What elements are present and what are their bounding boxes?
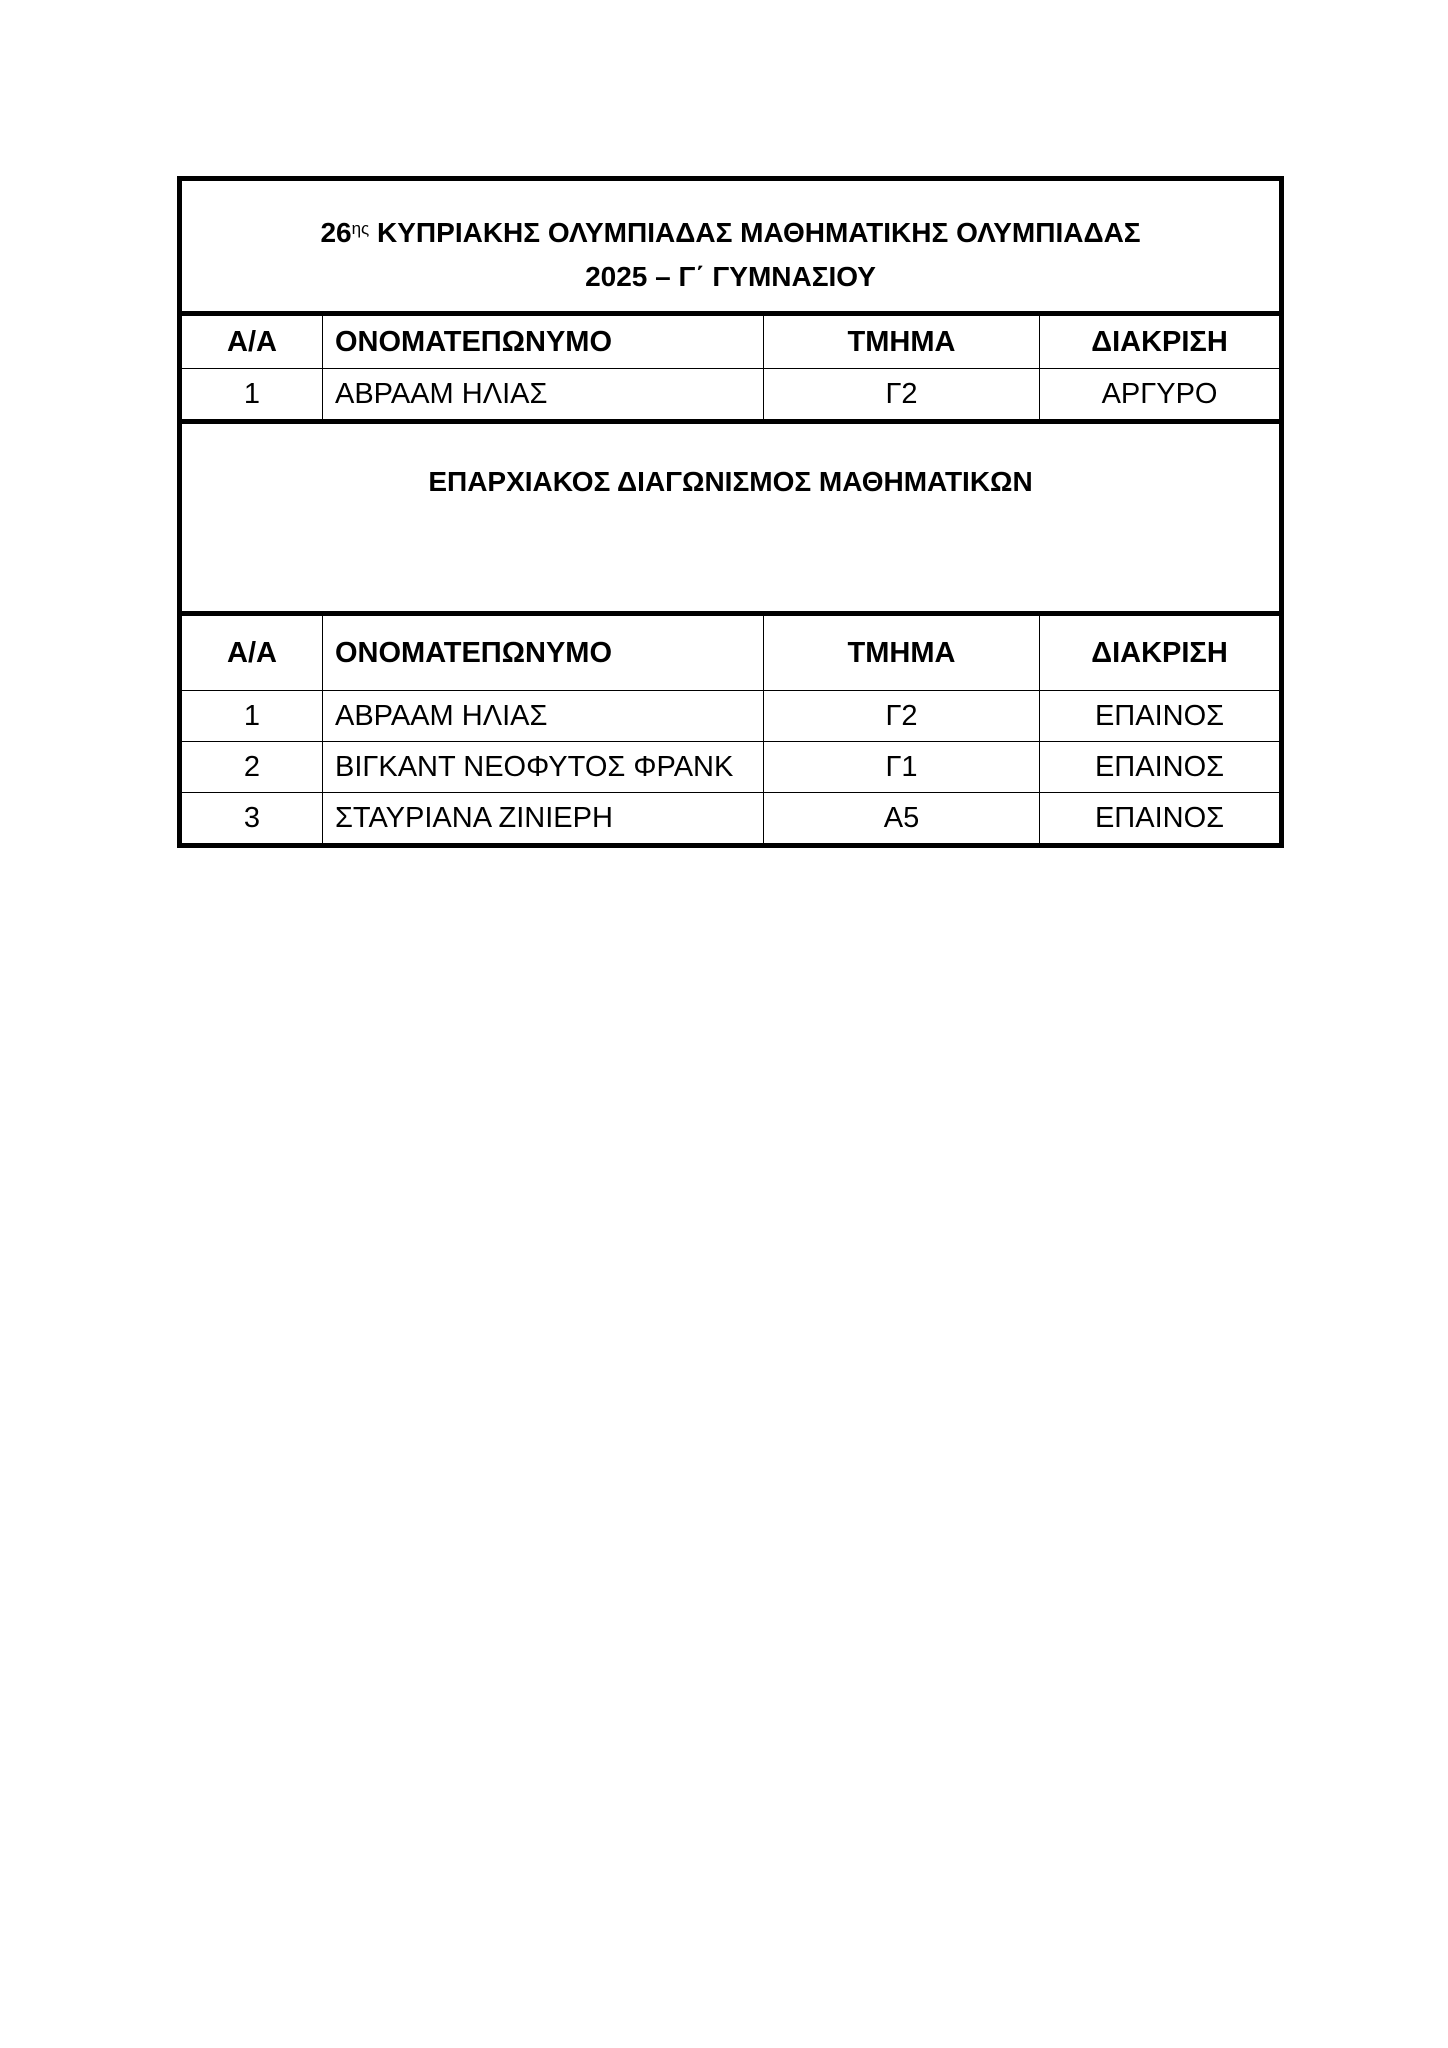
cell-award: ΑΡΓΥΡΟ xyxy=(1040,369,1282,422)
provincial-title: ΕΠΑΡΧΙΑΚΟΣ ΔΙΑΓΩΝΙΣΜΟΣ ΜΑΘΗΜΑΤΙΚΩΝ xyxy=(180,422,1282,614)
provincial-header-row xyxy=(180,614,1282,691)
table-row xyxy=(180,793,1282,846)
cell-name: ΑΒΡΑΑΜ ΗΛΙΑΣ xyxy=(323,691,764,742)
olympiad-title-suffix: ης xyxy=(351,219,370,238)
cell-aa: 1 xyxy=(180,369,323,422)
header-class: ΤΜΗΜΑ xyxy=(764,314,1040,369)
header-aa: Α/Α xyxy=(180,614,323,691)
cell-name: ΣΤΑΥΡΙΑΝΑ ΖΙΝΙΕΡΗ xyxy=(323,793,764,846)
cell-aa: 3 xyxy=(180,793,323,846)
olympiad-header-row xyxy=(180,314,1282,369)
table-row xyxy=(180,742,1282,793)
cell-award: ΕΠΑΙΝΟΣ xyxy=(1040,742,1282,793)
cell-aa: 2 xyxy=(180,742,323,793)
header-class: ΤΜΗΜΑ xyxy=(764,614,1040,691)
olympiad-title-text: ΚΥΠΡΙΑΚΗΣ ΟΛΥΜΠΙΑΔΑΣ ΜΑΘΗΜΑΤΙΚΗΣ ΟΛΥΜΠΙΑΔΑΣ xyxy=(369,217,1141,248)
results-table xyxy=(177,176,1284,848)
header-name: ΟΝΟΜΑΤΕΠΩΝΥΜΟ xyxy=(323,614,764,691)
olympiad-title-row xyxy=(180,179,1282,314)
table-row xyxy=(180,691,1282,742)
header-aa: Α/Α xyxy=(180,314,323,369)
cell-award: ΕΠΑΙΝΟΣ xyxy=(1040,691,1282,742)
cell-class: Γ2 xyxy=(764,691,1040,742)
header-name: ΟΝΟΜΑΤΕΠΩΝΥΜΟ xyxy=(323,314,764,369)
cell-class: Γ1 xyxy=(764,742,1040,793)
cell-aa: 1 xyxy=(180,691,323,742)
cell-name: ΑΒΡΑΑΜ ΗΛΙΑΣ xyxy=(323,369,764,422)
header-award: ΔΙΑΚΡΙΣΗ xyxy=(1040,314,1282,369)
olympiad-title-number: 26 xyxy=(320,217,352,248)
provincial-title-row xyxy=(180,422,1282,614)
olympiad-subtitle: 2025 – Γ΄ ΓΥΜΝΑΣΙΟΥ xyxy=(585,261,876,292)
cell-award: ΕΠΑΙΝΟΣ xyxy=(1040,793,1282,846)
olympiad-title xyxy=(180,179,1282,314)
table-row xyxy=(180,369,1282,422)
cell-class: Γ2 xyxy=(764,369,1040,422)
header-award: ΔΙΑΚΡΙΣΗ xyxy=(1040,614,1282,691)
cell-class: Α5 xyxy=(764,793,1040,846)
cell-name: ΒΙΓΚΑΝΤ ΝΕΟΦΥΤΟΣ ΦΡΑΝΚ xyxy=(323,742,764,793)
